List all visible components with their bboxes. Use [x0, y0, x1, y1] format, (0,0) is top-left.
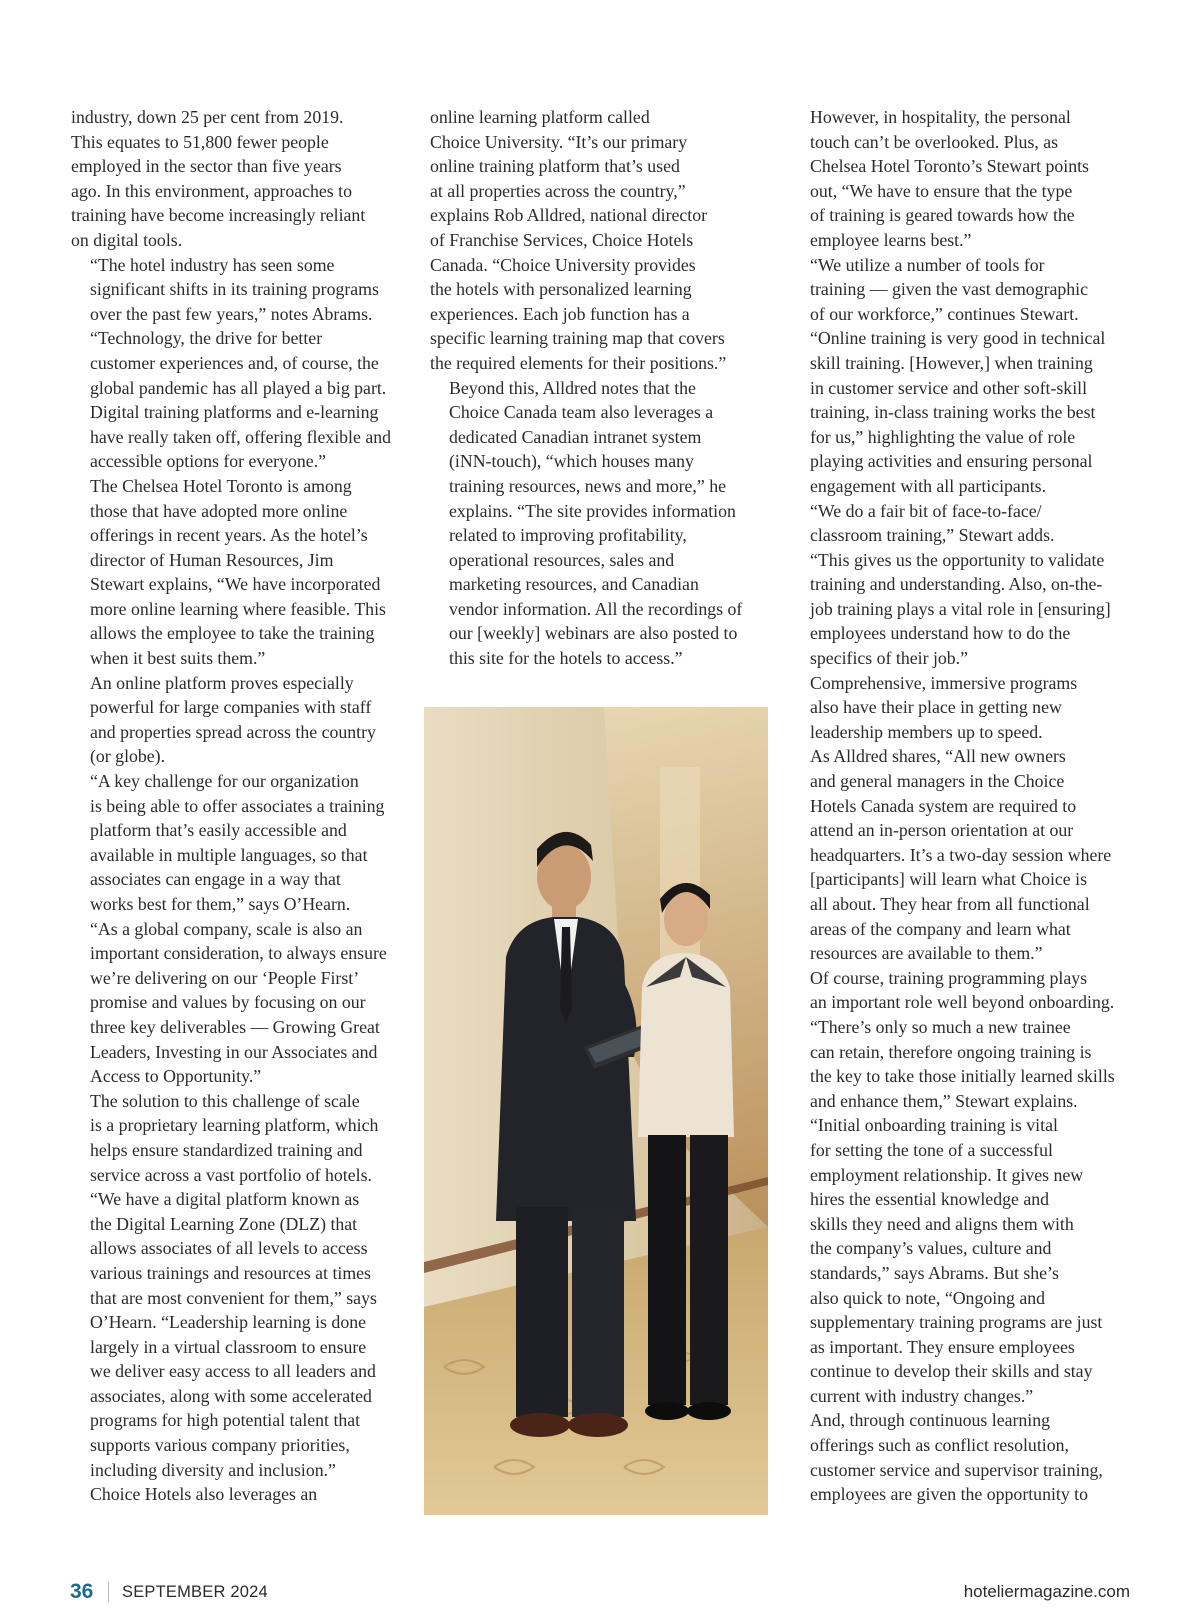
text-line: “This gives us the opportunity to validate [810, 549, 1105, 570]
text-line: three key deliverables — Growing Great [90, 1016, 380, 1037]
article-paragraph [791, 499, 1131, 671]
text-line: and general managers in the Choice [810, 771, 1065, 792]
text-line: platform that’s easily accessible and [90, 820, 347, 841]
text-line: “The hotel industry has seen some [90, 254, 335, 275]
text-line: “Technology, the drive for better [90, 328, 323, 349]
article-paragraph [791, 105, 1131, 253]
article-column-3 [791, 105, 1131, 1507]
text-line: job training plays a vital role in [ensuring] [810, 598, 1111, 619]
text-line: ago. In this environment, approaches to [71, 180, 352, 201]
article-paragraph [791, 1015, 1131, 1113]
text-line: Leaders, Investing in our Associates and [90, 1041, 378, 1062]
text-line: supplementary training programs are just [810, 1312, 1103, 1333]
text-line: out, “We have to ensure that the type [810, 180, 1073, 201]
text-line: training have become increasingly reliant [71, 205, 366, 226]
article-paragraph [71, 671, 411, 769]
text-line: also quick to note, “Ongoing and [810, 1287, 1046, 1308]
text-line: “We have a digital platform known as [90, 1189, 360, 1210]
text-line: training resources, news and more,” he [449, 475, 726, 496]
text-line: Of course, training programming plays [810, 967, 1088, 988]
text-line: specific learning training map that covers [430, 328, 725, 349]
text-line: O’Hearn. “Leadership learning is done [90, 1312, 366, 1333]
text-line: can retain, therefore ongoing training is [810, 1041, 1092, 1062]
text-line: for us,” highlighting the value of role [810, 426, 1076, 447]
text-line: the hotels with personalized learning [430, 279, 692, 300]
text-line: important consideration, to always ensure [90, 943, 387, 964]
text-line: standards,” says Abrams. But she’s [810, 1262, 1059, 1283]
text-line: associates, along with some accelerated [90, 1385, 372, 1406]
text-line: customer service and supervisor training, [810, 1459, 1103, 1480]
text-line: areas of the company and learn what [810, 918, 1071, 939]
text-line: employees understand how to do the [810, 623, 1071, 644]
text-line: we’re delivering on our ‘People First’ [90, 967, 360, 988]
article-paragraph [71, 474, 411, 671]
article-paragraph [71, 105, 411, 253]
text-line: largely in a virtual classroom to ensure [90, 1336, 367, 1357]
text-line: “As a global company, scale is also an [90, 918, 363, 939]
text-line: explains Rob Alldred, national director [430, 205, 708, 226]
text-line: those that have adopted more online [90, 500, 348, 521]
text-line: Digital training platforms and e-learning [90, 402, 379, 423]
text-line: Comprehensive, immersive programs [810, 672, 1078, 693]
text-line: classroom training,” Stewart adds. [810, 525, 1055, 546]
text-line: “We utilize a number of tools for [810, 254, 1045, 275]
text-line: accessible options for everyone.” [90, 451, 327, 472]
page-number: 36 [70, 1580, 94, 1603]
text-line: at all properties across the country,” [430, 180, 686, 201]
text-line: of training is geared towards how the [810, 205, 1075, 226]
text-line: hires the essential knowledge and [810, 1189, 1049, 1210]
text-line: the required elements for their positions.” [430, 352, 727, 373]
text-line: Canada. “Choice University provides [430, 254, 696, 275]
text-line: we deliver easy access to all leaders and [90, 1361, 376, 1382]
article-paragraph [71, 1187, 411, 1482]
text-line: specifics of their job.” [810, 648, 968, 669]
text-line: the company’s values, culture and [810, 1238, 1052, 1259]
text-line: Choice Canada team also leverages a [449, 402, 714, 423]
text-line: “A key challenge for our organization [90, 771, 359, 792]
text-line: Choice University. “It’s our primary [430, 131, 688, 152]
text-line: our [weekly] webinars are also posted to [449, 623, 738, 644]
article-column-2 [430, 105, 770, 671]
text-line: significant shifts in its training programs [90, 279, 379, 300]
article-paragraph [791, 966, 1131, 1015]
text-line: This equates to 51,800 fewer people [71, 131, 329, 152]
text-line: is being able to offer associates a training [90, 795, 385, 816]
text-line: [participants] will learn what Choice is [810, 869, 1088, 890]
text-line: An online platform proves especially [90, 672, 354, 693]
text-line: “There’s only so much a new trainee [810, 1016, 1071, 1037]
text-line: “Initial onboarding training is vital [810, 1115, 1058, 1136]
text-line: of Franchise Services, Choice Hotels [430, 229, 694, 250]
text-line: Stewart explains, “We have incorporated [90, 574, 381, 595]
issue-date: SEPTEMBER 2024 [122, 1583, 268, 1601]
text-line: available in multiple languages, so that [90, 844, 368, 865]
text-line: marketing resources, and Canadian [449, 574, 699, 595]
article-paragraph [71, 769, 411, 1089]
text-line: director of Human Resources, Jim [90, 549, 334, 570]
article-paragraph [791, 1113, 1131, 1408]
text-line: employment relationship. It gives new [810, 1164, 1084, 1185]
article-paragraph [71, 1089, 411, 1187]
text-line: “Online training is very good in technical [810, 328, 1106, 349]
text-line: of our workforce,” continues Stewart. [810, 303, 1079, 324]
text-line: programs for high potential talent that [90, 1410, 361, 1431]
text-line: resources are available to them.” [810, 943, 1043, 964]
text-line: works best for them,” says O’Hearn. [90, 894, 351, 914]
text-line: the key to take those initially learned skills [810, 1066, 1115, 1087]
text-line: The Chelsea Hotel Toronto is among [90, 475, 352, 496]
text-line: the Digital Learning Zone (DLZ) that [90, 1213, 358, 1234]
text-line: as important. They ensure employees [810, 1336, 1075, 1357]
text-line: touch can’t be overlooked. Plus, as [810, 131, 1059, 152]
text-line: that are most convenient for them,” says [90, 1287, 377, 1308]
text-line: operational resources, sales and [449, 549, 675, 570]
article-paragraph [791, 1408, 1131, 1506]
text-line: including diversity and inclusion.” [90, 1459, 336, 1480]
text-line: powerful for large companies with staff [90, 697, 372, 718]
text-line: allows associates of all levels to access [90, 1238, 368, 1259]
text-line: all about. They hear from all functional [810, 894, 1090, 914]
article-paragraph [430, 105, 770, 376]
text-line: leadership members up to speed. [810, 721, 1043, 742]
text-line: playing activities and ensuring personal [810, 451, 1093, 472]
article-paragraph [430, 376, 770, 671]
text-line: skills they need and aligns them with [810, 1213, 1074, 1234]
text-line: employed in the sector than five years [71, 156, 342, 177]
text-line: Hotels Canada system are required to [810, 795, 1077, 816]
text-line: employee learns best.” [810, 229, 972, 250]
text-line: vendor information. All the recordings of [449, 598, 743, 619]
text-line: Chelsea Hotel Toronto’s Stewart points [810, 156, 1089, 177]
text-line: However, in hospitality, the personal [810, 107, 1071, 127]
text-line: global pandemic has all played a big part. [90, 377, 387, 398]
text-line: continue to develop their skills and stay [810, 1361, 1093, 1382]
article-photo [424, 707, 768, 1515]
text-line: over the past few years,” notes Abrams. [90, 303, 373, 324]
article-paragraph [791, 671, 1131, 966]
text-line: related to improving profitability, [449, 525, 687, 546]
text-line: experiences. Each job function has a [430, 303, 690, 324]
text-line: (iNN-touch), “which houses many [449, 451, 694, 472]
text-line: attend an in-person orientation at our [810, 820, 1074, 841]
text-line: helps ensure standardized training and [90, 1139, 363, 1160]
text-line: training, in-class training works the best [810, 402, 1096, 423]
footer-divider [108, 1582, 109, 1602]
text-line: for setting the tone of a successful [810, 1139, 1053, 1160]
text-line: And, through continuous learning [810, 1410, 1051, 1431]
text-line: current with industry changes.” [810, 1385, 1034, 1406]
text-line: “We do a fair bit of face-to-face/ [810, 500, 1042, 521]
article-paragraph [71, 253, 411, 474]
text-line: online learning platform called [430, 107, 650, 127]
text-line: customer experiences and, of course, the [90, 352, 379, 373]
text-line: this site for the hotels to access.” [449, 648, 683, 669]
text-line: in customer service and other soft-skill [810, 377, 1088, 398]
text-line: service across a vast portfolio of hotels. [90, 1164, 372, 1185]
text-line: (or globe). [90, 746, 166, 767]
text-line: supports various company priorities, [90, 1435, 350, 1456]
text-line: is a proprietary learning platform, which [90, 1115, 379, 1136]
text-line: online training platform that’s used [430, 156, 680, 177]
text-line: employees are given the opportunity to [810, 1484, 1089, 1505]
text-line: headquarters. It’s a two-day session where [810, 844, 1112, 865]
website-link[interactable]: hoteliermagazine.com [963, 1582, 1130, 1601]
text-line: an important role well beyond onboarding. [810, 992, 1115, 1013]
text-line: have really taken off, offering flexible and [90, 426, 392, 447]
text-line: and enhance them,” Stewart explains. [810, 1090, 1078, 1111]
text-line: dedicated Canadian intranet system [449, 426, 702, 447]
text-line: offerings in recent years. As the hotel’s [90, 525, 368, 546]
text-line: The solution to this challenge of scale [90, 1090, 360, 1111]
article-column-1 [71, 105, 411, 1507]
text-line: allows the employee to take the training [90, 623, 375, 644]
article-paragraph [71, 1482, 411, 1507]
text-line: offerings such as conflict resolution, [810, 1435, 1069, 1456]
article-paragraph [791, 253, 1131, 499]
text-line: skill training. [However,] when training [810, 352, 1093, 373]
text-line: Beyond this, Alldred notes that the [449, 377, 696, 398]
text-line: explains. “The site provides information [449, 500, 736, 521]
text-line: and properties spread across the country [90, 721, 376, 742]
text-line: Choice Hotels also leverages an [90, 1484, 318, 1505]
text-line: when it best suits them.” [90, 648, 266, 669]
text-line: various trainings and resources at times [90, 1262, 371, 1283]
text-line: also have their place in getting new [810, 697, 1062, 718]
text-line: industry, down 25 per cent from 2019. [71, 107, 344, 127]
text-line: promise and values by focusing on our [90, 992, 366, 1013]
text-line: Access to Opportunity.” [90, 1066, 262, 1087]
text-line: As Alldred shares, “All new owners [810, 746, 1066, 767]
text-line: associates can engage in a way that [90, 869, 341, 890]
text-line: training and understanding. Also, on-the- [810, 574, 1103, 595]
text-line: on digital tools. [71, 229, 183, 250]
text-line: more online learning where feasible. This [90, 598, 386, 619]
text-line: training — given the vast demographic [810, 279, 1089, 300]
text-line: engagement with all participants. [810, 475, 1047, 496]
